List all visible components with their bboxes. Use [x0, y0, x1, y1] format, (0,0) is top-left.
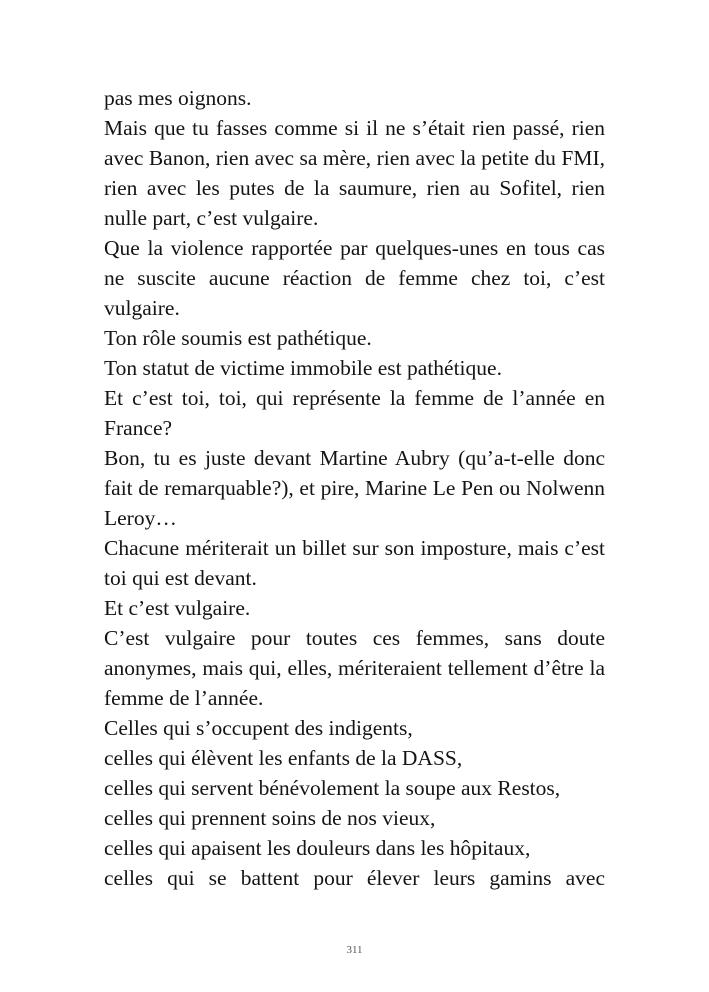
paragraph-7: Bon, tu es juste devant Martine Aubry (qu’a-t-elle donc fait de remarquable?), et pire, Marine Le Pen ou Nolwenn Leroy…: [104, 446, 605, 530]
paragraph-12: celles qui élèvent les enfants de la DASS,: [104, 746, 463, 770]
paragraph-2: Mais que tu fasses comme si il ne s’était rien passé, rien avec Banon, rien avec sa mère, rien avec la petite du FMI, rien avec les putes de la saumure, rien au Sofitel, rien nulle part, c’est vulgaire.: [104, 116, 605, 230]
paragraph-1: pas mes oignons.: [104, 86, 252, 110]
paragraph-10: C’est vulgaire pour toutes ces femmes, sans doute anonymes, mais qui, elles, mériteraient tellement d’être la femme de l’année.: [104, 626, 605, 710]
paragraph-14: celles qui prennent soins de nos vieux,: [104, 806, 436, 830]
paragraph-8: Chacune mériterait un billet sur son imposture, mais c’est toi qui est devant.: [104, 536, 605, 590]
paragraph-3: Que la violence rapportée par quelques-unes en tous cas ne suscite aucune réaction de femme chez toi, c’est vulgaire.: [104, 236, 605, 320]
paragraph-11: Celles qui s’occupent des indigents,: [104, 716, 413, 740]
page-number: 311: [346, 944, 363, 956]
paragraph-15: celles qui apaisent les douleurs dans les hôpitaux,: [104, 836, 531, 860]
paragraph-4: Ton rôle soumis est pathétique.: [104, 326, 372, 350]
paragraph-16: celles qui se battent pour élever leurs gamins avec: [104, 866, 605, 890]
paragraph-9: Et c’est vulgaire.: [104, 596, 251, 620]
body-text: [104, 83, 605, 893]
paragraph-13: celles qui servent bénévolement la soupe aux Restos,: [104, 776, 561, 800]
paragraph-6: Et c’est toi, toi, qui représente la femme de l’année en France?: [104, 386, 605, 440]
paragraph-5: Ton statut de victime immobile est pathétique.: [104, 356, 502, 380]
